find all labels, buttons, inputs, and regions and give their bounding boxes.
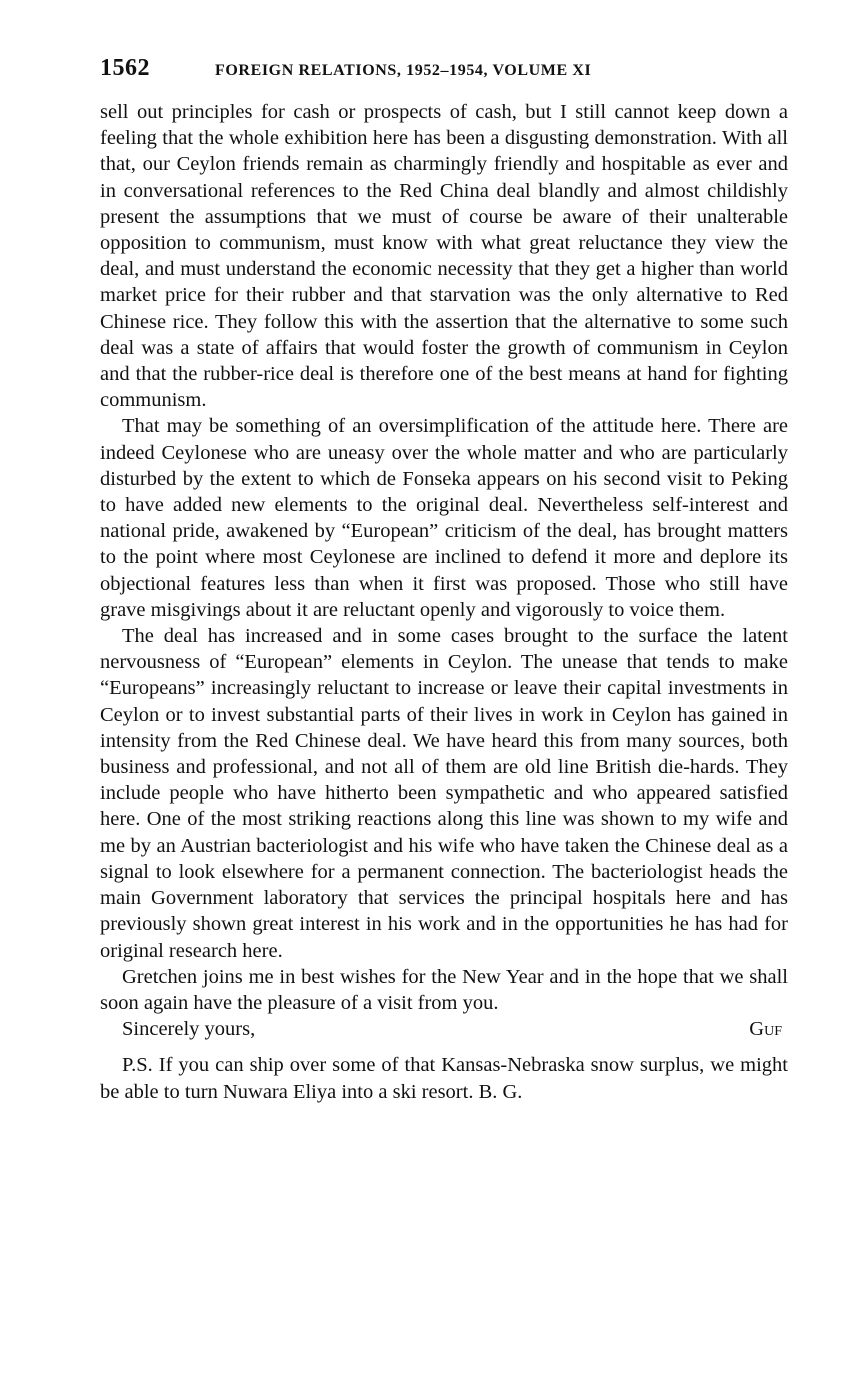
complimentary-close: Sincerely yours, bbox=[122, 1018, 256, 1041]
document-page bbox=[100, 55, 788, 1105]
paragraph-4: Gretchen joins me in best wishes for the New Year and in the hope that we shall soon again have the pleasure of a visit from you. bbox=[100, 965, 788, 1014]
running-title: FOREIGN RELATIONS, 1952–1954, VOLUME XI bbox=[215, 62, 592, 79]
page-number: 1562 bbox=[100, 55, 150, 81]
running-head bbox=[100, 55, 788, 91]
paragraph-2: That may be something of an oversimplification of the attitude here. There are indeed Ceylonese who are uneasy over the whole matter and who are particularly disturbed by the extent to which de Fonseka appears on his second visit to Peking to have added new elements to the original deal. Nevertheless self-interest and national pride, awakened by “European” criticism of the deal, has brought matters to the point where most Ceylonese are inclined to defend it more and deplore its objectional features less than when it first was proposed. Those who still have grave misgivings about it are reluctant openly and vigorously to voice them. bbox=[100, 415, 788, 621]
closing-line bbox=[100, 1016, 788, 1042]
paragraph-1: sell out principles for cash or prospects of cash, but I still cannot keep down a feeling that the whole exhibition here has been a disgusting demonstration. With all that, our Ceylon friends remain as charmingly friendly and hospitable as ever and in conversational references to the Red China deal blandly and almost childishly present the assumptions that we must of course be aware of their unalterable opposition to communism, must know with what great reluctance they view the deal, and must understand the economic necessity that they get a higher than world market price for their rubber and that starvation was the only alternative to Red Chinese rice. They follow this with the assertion that the alternative to some such deal was a state of affairs that would foster the growth of communism in Ceylon and that the rubber-rice deal is therefore one of the best means at hand for fighting communism. bbox=[100, 101, 788, 412]
postscript: P.S. If you can ship over some of that Kansas-Nebraska snow surplus, we might be able to turn Nuwara Eliya into a ski resort. B. G. bbox=[100, 1054, 788, 1103]
signature-initials: Guf bbox=[749, 1018, 782, 1041]
paragraph-3: The deal has increased and in some cases brought to the surface the latent nervousness of “European” elements in Ceylon. The unease that tends to make “Europeans” increasingly reluctant to increase or leave their capital investments in Ceylon or to invest substantial parts of their lives in work in Ceylon has gained in intensity from the Red Chinese deal. We have heard this from many sources, both business and professional, and not all of them are old line British die-hards. They include people who have hitherto been sympathetic and who appeared satisfied here. One of the most striking reactions along this line was shown to my wife and me by an Austrian bacteriologist and his wife who have taken the Chinese deal as a signal to look elsewhere for a permanent connection. The bacteriologist heads the main Government laboratory that services the principal hospitals here and has previously shown great interest in his work and in the opportunities he has had for original research here. bbox=[100, 625, 788, 962]
letter-body bbox=[100, 99, 788, 1105]
